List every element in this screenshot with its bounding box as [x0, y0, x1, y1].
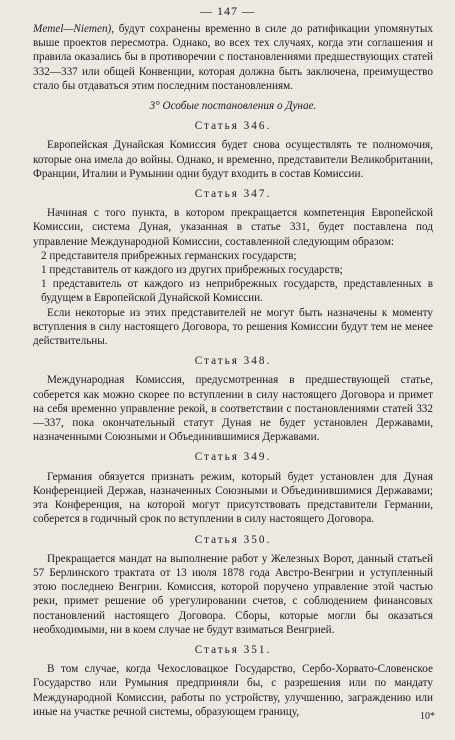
article-346-paragraph: Европейская Дунайская Комиссия будет снова осуществлять те полномочия, которые она имела до войны. Однако, и временно, представители Великобритании, Франции, Италии и Румынии одни будут входить в состав Комиссии. — [33, 139, 433, 180]
signature-mark: 10* — [420, 711, 435, 722]
article-348-paragraph: Международная Комиссия, предусмотренная в предшествующей статье, соберется как можно скорее по вступлении в силу настоящего Договора и примет на себя временно управление рекой, в соответствии с постановлениями статей 332—337, пока окончательный статут Дуная не будет установлен Державами, назначенными Союзными и Объединившимися Державами. — [33, 374, 433, 444]
article-351-title: Статья 351. — [194, 643, 272, 656]
opening-italic: Memel—Niemen) — [33, 23, 112, 35]
article-348-title: Статья 348. — [194, 355, 272, 368]
article-351-paragraph: В том случае, когда Чехословацкое Государство, Сербо-Хорвато-Словенское Государство или Румыния предприняли бы, с разрешения или по мандату Международной Комиссии, работы по устройству, улучшению, заграждению или иные на участке речной системы, образующем границу, — [33, 663, 433, 718]
opening-text: , будут сохранены временно в силе до ратификации упомянутых выше проектов пересмотра. Однако, во всех тех случаях, когда эти соглашения и правила оказались бы в противоречии с постановлениями предшествующих статей 332—337 или общей Конвенции, которая должна быть заключена, преимущество стало бы отдаваться этим последним постановлениям. — [33, 23, 433, 92]
article-347-paragraph-2: Если некоторые из этих представителей не могут быть назначены к моменту вступления в силу настоящего Договора, то решения Комиссии будут тем не менее действительны. — [33, 306, 433, 348]
article-347-title: Статья 347. — [194, 188, 272, 201]
article-350-paragraph: Прекращается мандат на выполнение работ у Железных Ворот, данный статьей 57 Берлинского трактата от 13 июля 1878 года Австро-Венгрии и уступленный этою последнею Венгрии. Комиссия, которой поручено управление этой частью реки, примет решение об урегулировании счетов, с соблюдением финансовых постановлений настоящего Договора. Сборы, которые могли бы оказаться необходимыми, ни в коем случае не будут взиматься Венгрией. — [33, 552, 433, 636]
subsection-heading: 3° Особые постановления о Дунае. — [149, 100, 317, 113]
page-number: — 147 — — [200, 4, 255, 18]
article-350-title: Статья 350. — [194, 533, 272, 546]
article-349-title: Статья 349. — [194, 451, 272, 464]
opening-paragraph — [33, 22, 433, 93]
article-346-title: Статья 346. — [194, 120, 272, 133]
article-347-list-item-2: 1 представитель от каждого из других прибрежных государств; — [41, 264, 343, 277]
article-347-list-item-1: 2 представителя прибрежных германских государств; — [41, 249, 297, 262]
page-content — [33, 22, 433, 719]
article-347-list-item-3: 1 представитель от каждого из неприбрежных государств, представленных в будущем в Европейской Дунайской Комиссии. — [41, 278, 433, 305]
article-349-paragraph: Германия обязуется признать режим, который будет установлен для Дуная Конференцией Держав, назначенных Союзными и Объединившимися Державами; эта Конференция, на которой могут присутствовать представители Германии, соберется в годичный срок по вступлении в силу настоящего Договора. — [33, 470, 433, 526]
article-347-paragraph: Начиная с того пункта, в котором прекращается компетенция Европейской Комиссии, система Дуная, указанная в статье 331, будет поставлена под управление Международной Комиссии, составленной следующим образом: — [33, 207, 433, 248]
